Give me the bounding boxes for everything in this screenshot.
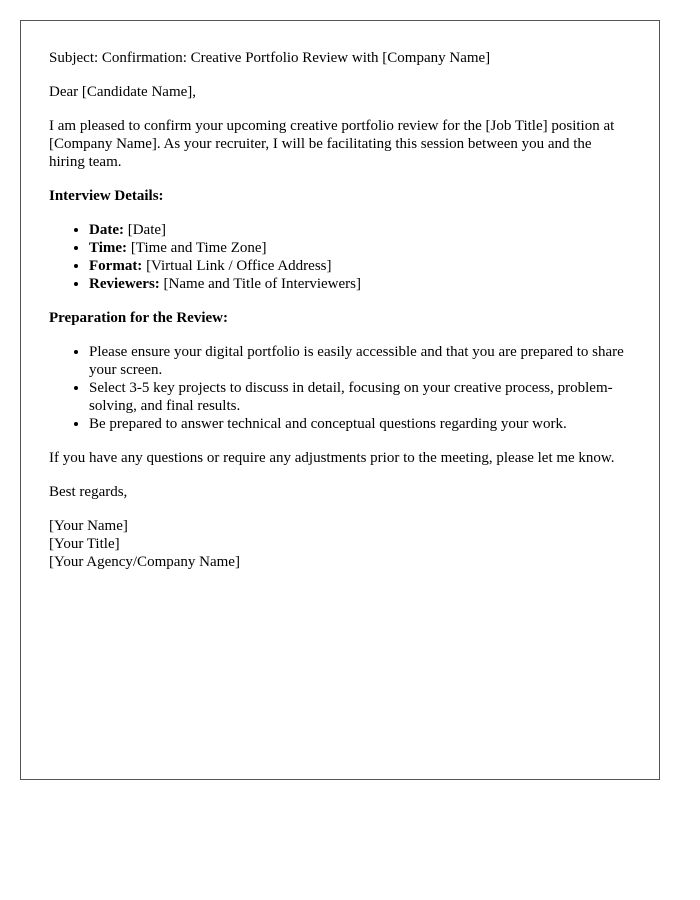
detail-value: [Virtual Link / Office Address]: [142, 258, 332, 274]
sign-off: Best regards,: [49, 484, 128, 500]
prep-item: • Be prepared to answer technical and conceptual questions regarding your work.: [89, 415, 631, 433]
subject-line: Subject: Confirmation: Creative Portfolio Review with [Company Name]: [49, 50, 491, 66]
detail-label: Time:: [89, 240, 128, 256]
detail-item-format: [89, 257, 631, 275]
detail-value: [Name and Title of Interviewers]: [159, 276, 361, 292]
prep-item: • Please ensure your digital portfolio is easily accessible and that you are prepared to share your screen.: [89, 343, 631, 379]
prep-item: • Select 3-5 key projects to discuss in detail, focusing on your creative process, problem-solving, and final results.: [89, 379, 631, 415]
signature-block: [49, 517, 631, 571]
greeting: Dear [Candidate Name],: [49, 84, 197, 100]
signature-name: [Your Name]: [49, 518, 128, 534]
letter-container: [20, 20, 660, 780]
detail-label: Format:: [89, 258, 143, 274]
detail-value: [Date]: [123, 222, 167, 238]
preparation-heading: Preparation for the Review:: [49, 310, 228, 326]
intro-paragraph: I am pleased to confirm your upcoming creative portfolio review for the [Job Title] position at [Company Name]. As your recruiter, I will be facilitating this session between you and the hiring team.: [49, 118, 615, 170]
preparation-list: [49, 343, 631, 433]
detail-item-time: [89, 239, 631, 257]
signature-title: [Your Title]: [49, 536, 120, 552]
detail-label: Reviewers:: [89, 276, 160, 292]
interview-details-heading: Interview Details:: [49, 188, 164, 204]
detail-label: Date:: [89, 222, 124, 238]
closing-paragraph: If you have any questions or require any adjustments prior to the meeting, please let me know.: [49, 450, 615, 466]
detail-item-date: [89, 221, 631, 239]
interview-details-list: [49, 221, 631, 293]
detail-item-reviewers: [89, 275, 631, 293]
signature-company: [Your Agency/Company Name]: [49, 554, 240, 570]
detail-value: [Time and Time Zone]: [127, 240, 267, 256]
